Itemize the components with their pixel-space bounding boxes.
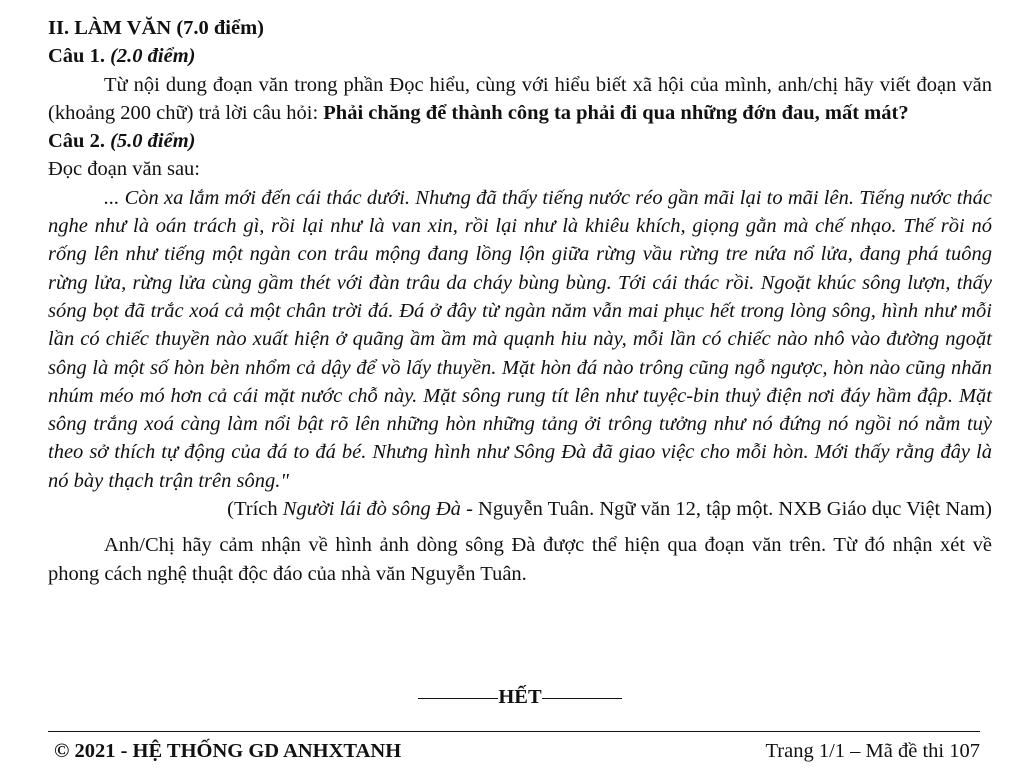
- question-2-header: [48, 127, 992, 155]
- question-1-question: Phải chăng để thành công ta phải đi qua những đớn đau, mất mát?: [323, 101, 909, 124]
- exam-page: [48, 14, 992, 762]
- footer-copyright: © 2021 - HỆ THỐNG GD ANHXTANH: [54, 740, 402, 762]
- excerpt-source: [48, 495, 992, 523]
- section-title: II. LÀM VĂN (7.0 điểm): [48, 17, 265, 39]
- literary-excerpt: ... Còn xa lắm mới đến cái thác dưới. Nhưng đã thấy tiếng nước réo gần mãi lại to mãi lên. Tiếng nước thác nghe như là oán trách gì, rồi lại như là van xin, rồi lại như là khiêu khích, giọng gằn mà chế nhạo. Thế rồi nó rống lên như tiếng một ngàn con trâu mộng đang lồng lộn giữa rừng vầu rừng tre nứa nổ lửa, đang phá tuông rừng lửa, rừng lửa cùng gầm thét với đàn trâu da cháy bùng bùng. Tới cái thác rồi. Ngoặt khúc sông lượn, thấy sóng bọt đã trắc xoá cả một chân trời đá. Đá ở đây từ ngàn năm vẫn mai phục hết trong lòng sông, hình như mỗi lần có chiếc thuyền nào xuất hiện ở quãng ầm ầm mà quạnh hiu này, mỗi lần có chiếc nào nhô vào đường ngoặt sông là một số hòn bèn nhổm cả dậy để vồ lấy thuyền. Mặt hòn đá nào trông cũng ngỗ ngược, hòn nào cũng nhăn nhúm méo mó hơn cả cái mặt nước chỗ này. Mặt sông rung tít lên như tuyệc-bin thuỷ điện nơi đáy hầm đập. Mặt sông trắng xoá càng làm nổi bật rõ lên những hòn những tảng ởi trông tưởng như nó đứng nó ngồi nó nằm tuỳ theo sở thích tự động của đá to đá bé. Nhưng hình như Sông Đà đã giao việc cho mỗi hòn. Mới thấy rằng đây là nó bày thạch trận trên sông.": [48, 186, 992, 492]
- question-2-points: (5.0 điểm): [110, 130, 196, 153]
- question-1-header: [48, 42, 992, 70]
- end-underline-right: [542, 698, 622, 699]
- end-underline-left: [418, 698, 498, 699]
- question-2-intro: Đọc đoạn văn sau:: [48, 158, 200, 181]
- question-1-label: Câu 1.: [48, 45, 105, 68]
- question-1-points: (2.0 điểm): [110, 45, 196, 68]
- source-title: Người lái đò sông Đà: [282, 498, 461, 521]
- footer-page-info: Trang 1/1 – Mã đề thi 107: [765, 740, 980, 762]
- question-1-prompt: [48, 71, 992, 128]
- source-open: (Trích: [227, 498, 283, 521]
- source-rest: - Nguyễn Tuân. Ngữ văn 12, tập một. NXB Giáo dục Việt Nam): [460, 498, 992, 521]
- footer-divider: [48, 731, 980, 732]
- page-footer: [54, 737, 980, 765]
- question-2-task: Anh/Chị hãy cảm nhận về hình ảnh dòng sông Đà được thể hiện qua đoạn văn trên. Từ đó nhận xét về phong cách nghệ thuật độc đáo của nhà văn Nguyễn Tuân.: [48, 534, 992, 586]
- question-2-label: Câu 2.: [48, 130, 105, 153]
- end-marker: [48, 686, 992, 709]
- question-1-prompt-text: Từ nội dung đoạn văn trong phần Đọc hiểu, cùng với hiểu biết xã hội của mình, anh/chị hãy viết đoạn văn (khoảng 200 chữ) trả lời câu hỏi:: [48, 73, 992, 124]
- end-label: HẾT: [498, 686, 542, 708]
